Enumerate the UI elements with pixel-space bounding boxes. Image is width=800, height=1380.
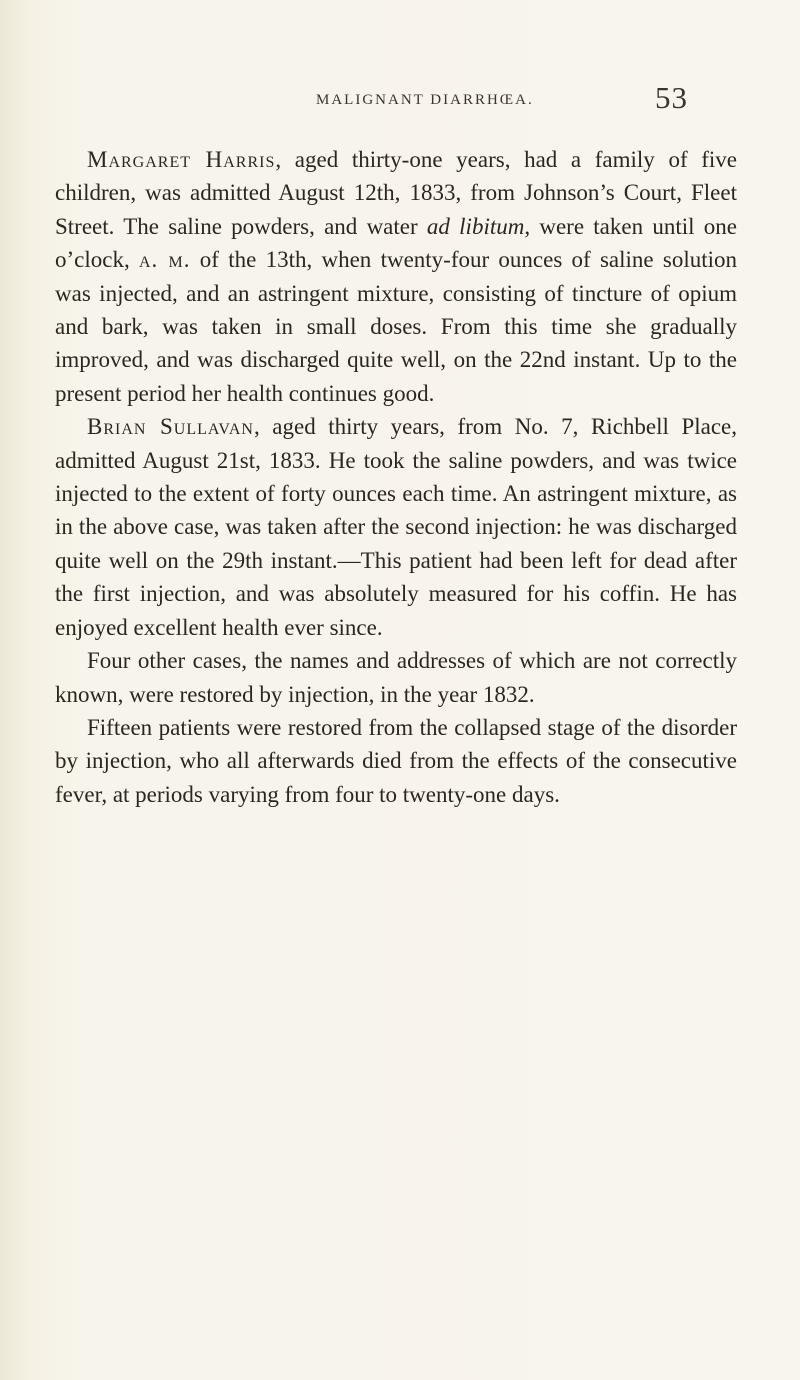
paragraph-margaret-harris [55, 143, 737, 410]
paragraph-four-other-cases: Four other cases, the names and addresses of which are not correctly known, were restored by injection, in the year 1832. [55, 648, 737, 707]
paragraph-text: , aged thirty years, from No. 7, Richbell Place, admitted August 21st, 1833. He took the saline powders, and was twice injected to the extent of forty ounces each time. An astringent mixture, as in the above case, was taken after the second injection: he was discharged quite well on the 29th instant.—This patient had been left for dead after the first injection, and was absolutely measured for his coffin. He has enjoyed excellent health ever since. [55, 414, 738, 640]
paragraph-brian-sullavan [55, 410, 737, 644]
running-head [0, 80, 800, 115]
patient-name: Margaret Harris [87, 147, 276, 172]
body-text [55, 143, 737, 811]
paragraph-text: , were taken until one o’clock, [55, 213, 737, 273]
italic-phrase: ad libitum [426, 213, 525, 239]
time-abbreviation: a. m. [138, 247, 191, 273]
paragraph-fifteen-patients: Fifteen patients were restored from the collapsed stage of the disorder by injection, who all afterwards died from the effects of the consecutive fever, at periods varying from four to twenty-one days. [55, 714, 737, 807]
paragraph-text: , aged thirty-one years, had a family of five children, was admitted August 12th, 1833, from Johnson’s Court, Fleet Street. The saline powders, and water [55, 147, 738, 239]
page-number: 53 [655, 80, 688, 115]
paragraph-text: of the 13th, when twenty-four ounces of saline solution was injected, and an astringent mixture, consisting of tincture of opium and bark, was taken in small doses. From this time she gradually improved, and was discharged quite well, on the 22nd instant. Up to the present period her health continues good. [55, 247, 737, 406]
running-head-title: MALIGNANT DIARRHŒA. [316, 92, 534, 108]
patient-name: Brian Sullavan [87, 414, 254, 440]
